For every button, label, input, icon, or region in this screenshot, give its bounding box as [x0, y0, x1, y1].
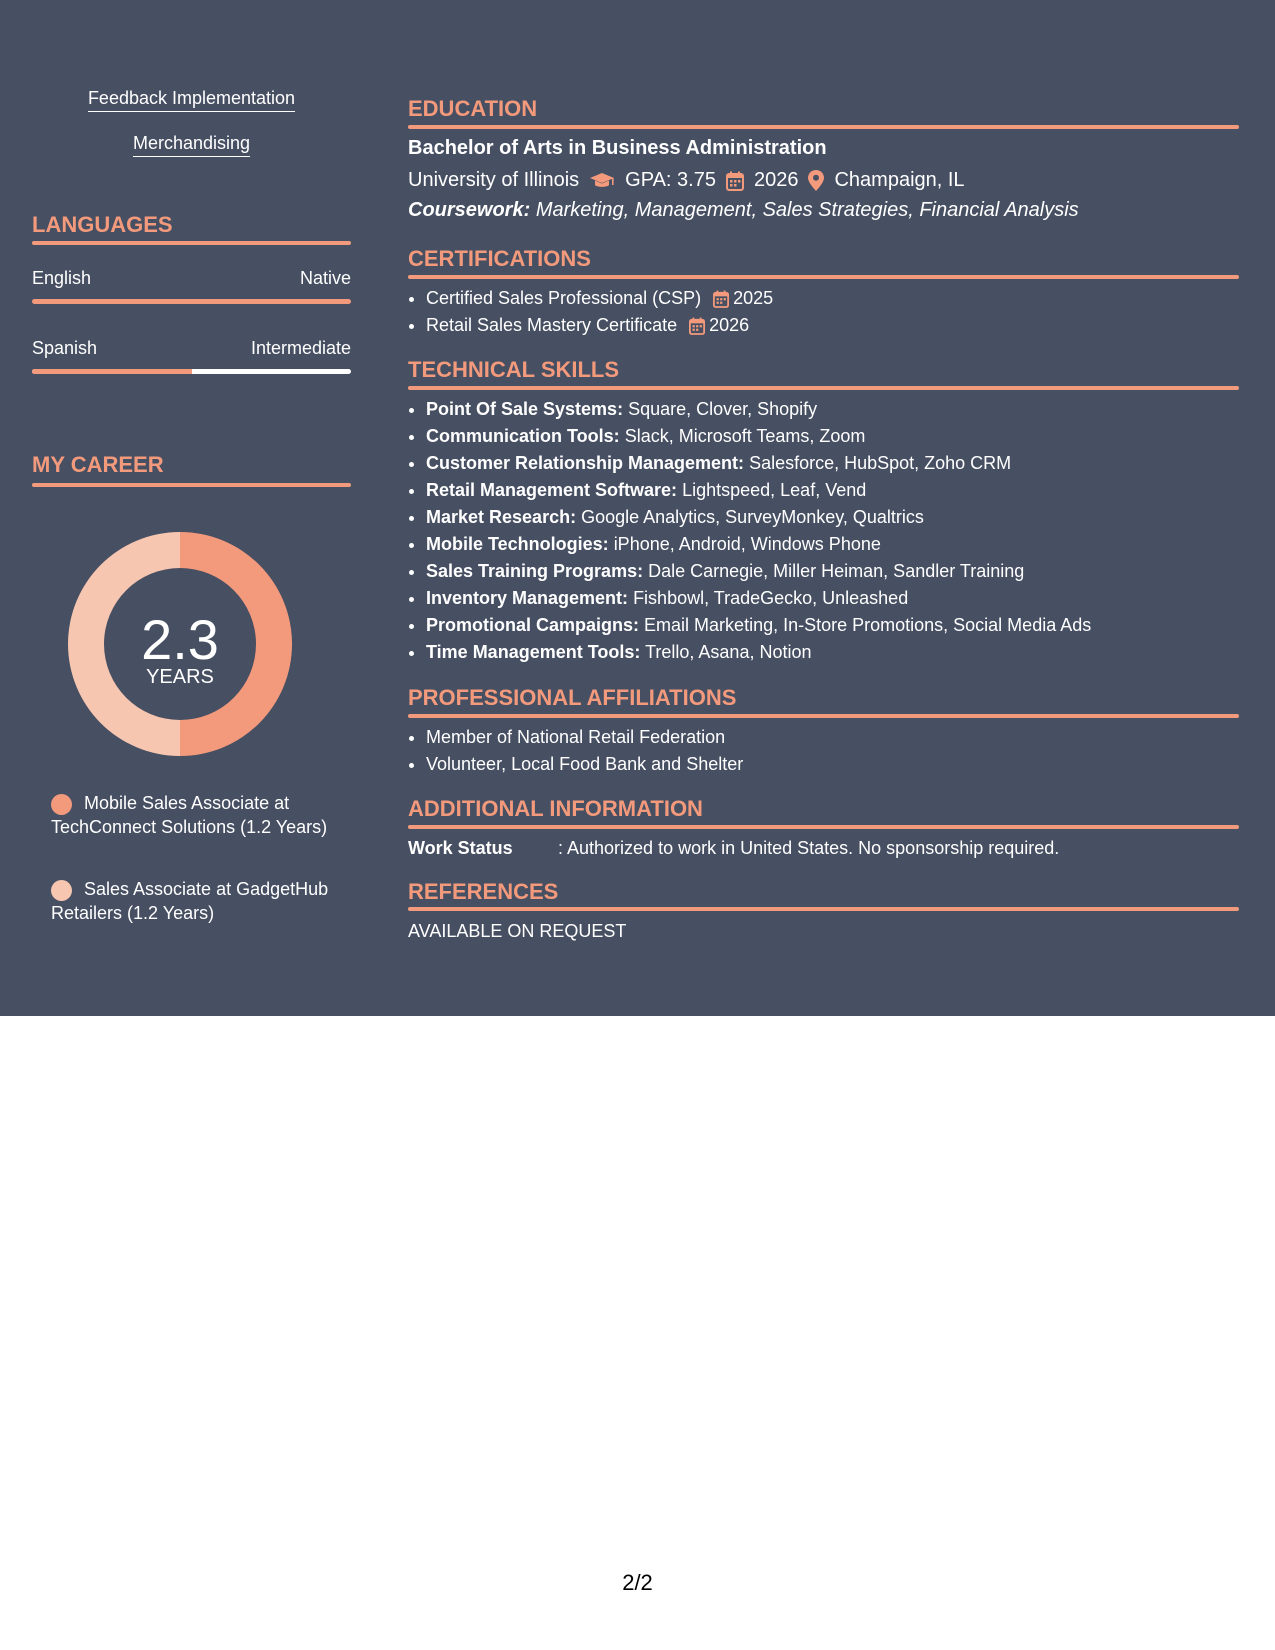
list-item [426, 612, 1239, 639]
calendar-icon [713, 290, 729, 308]
list-item [426, 285, 1239, 312]
additional-info-heading: ADDITIONAL INFORMATION [408, 796, 703, 821]
skill-values: Google Analytics, SurveyMonkey, Qualtrics [581, 507, 924, 527]
list-item [426, 531, 1239, 558]
skill-values: iPhone, Android, Windows Phone [613, 534, 881, 554]
language-bar [32, 369, 351, 374]
skill-values: Dale Carnegie, Miller Heiman, Sandler Training [648, 561, 1025, 581]
skill-category: Point Of Sale Systems: [426, 399, 624, 419]
work-status-row [408, 838, 1239, 859]
skill-category: Sales Training Programs: [426, 561, 644, 581]
career-legend-label: Mobile Sales Associate at TechConnect Solutions (1.2 Years) [51, 793, 328, 837]
references-text: AVAILABLE ON REQUEST [408, 921, 627, 941]
list-item: • Volunteer, Local Food Bank and Shelter [426, 751, 1239, 778]
career-legend-item [51, 791, 341, 839]
language-name: English [32, 268, 92, 288]
graduation-cap-icon [589, 172, 615, 190]
list-item [426, 312, 1239, 339]
section-rule [408, 825, 1239, 829]
education-details [408, 169, 965, 192]
list-item [426, 504, 1239, 531]
skill-category: Mobile Technologies: [426, 534, 609, 554]
section-rule [32, 241, 351, 245]
education-heading: EDUCATION [408, 96, 538, 121]
work-status-label: Work Status [408, 838, 513, 858]
skill-category: Communication Tools: [426, 426, 620, 446]
language-bar [32, 299, 351, 304]
skill-category: Retail Management Software: [426, 480, 678, 500]
section-rule [32, 483, 351, 487]
coursework [408, 199, 1079, 222]
career-total: 2.3 [141, 608, 219, 671]
calendar-icon [726, 171, 744, 191]
language-row [32, 338, 351, 359]
certification-name: • Retail Sales Mastery Certificate [426, 315, 678, 335]
list-item [426, 558, 1239, 585]
school-name: University of Illinois [408, 169, 580, 191]
section-rule [408, 386, 1239, 390]
affiliations-list [408, 724, 1239, 778]
skill-category: Market Research: [426, 507, 577, 527]
career-unit: YEARS [146, 666, 214, 688]
language-row [32, 268, 351, 289]
skill-tag [32, 88, 351, 112]
skill-category: Promotional Campaigns: [426, 615, 640, 635]
skill-values: Square, Clover, Shopify [628, 399, 818, 419]
page-number: 2/2 [622, 1570, 653, 1595]
skill-category: Customer Relationship Management: [426, 453, 745, 473]
school-location: Champaign, IL [834, 169, 965, 191]
list-item [426, 396, 1239, 423]
certifications-heading: CERTIFICATIONS [408, 246, 591, 271]
language-name: Spanish [32, 338, 98, 358]
section-rule [408, 125, 1239, 129]
skill-values: Email Marketing, In-Store Promotions, Social Media Ads [644, 615, 1092, 635]
language-level: Native [299, 268, 351, 288]
technical-skills-list [408, 396, 1239, 666]
certification-name: • Certified Sales Professional (CSP) [426, 288, 702, 308]
legend-dot [51, 880, 72, 901]
list-item: • Member of National Retail Federation [426, 724, 1239, 751]
skill-category: Inventory Management: [426, 588, 629, 608]
list-item [426, 450, 1239, 477]
section-rule [408, 714, 1239, 718]
calendar-icon [689, 317, 705, 335]
work-status-value: : Authorized to work in United States. No sponsorship required. [558, 838, 1060, 858]
career-heading: MY CAREER [32, 452, 164, 477]
technical-skills-heading: TECHNICAL SKILLS [408, 357, 620, 382]
certification-year: 2026 [709, 315, 750, 335]
coursework-label: Coursework: [408, 199, 531, 221]
certifications-list [408, 285, 1239, 339]
section-rule [408, 907, 1239, 911]
references-heading: REFERENCES [408, 879, 559, 904]
certification-year: 2025 [733, 288, 774, 308]
language-bar-fill [32, 299, 351, 304]
graduation-year: 2026 [753, 169, 799, 191]
skill-label: Feedback Implementation [88, 88, 295, 112]
coursework-list: Marketing, Management, Sales Strategies, Financial Analysis [535, 199, 1079, 221]
list-item [426, 639, 1239, 666]
skill-values: Slack, Microsoft Teams, Zoom [624, 426, 866, 446]
skill-values: Fishbowl, TradeGecko, Unleashed [633, 588, 909, 608]
map-pin-icon [808, 170, 824, 191]
career-legend-label: Sales Associate at GadgetHub Retailers (1.2 Years) [51, 879, 329, 923]
gpa: GPA: 3.75 [625, 169, 716, 191]
legend-dot [51, 794, 72, 815]
skill-tag [32, 133, 351, 157]
skill-label: Merchandising [133, 133, 250, 157]
skill-values: Lightspeed, Leaf, Vend [682, 480, 867, 500]
skill-category: Time Management Tools: [426, 642, 641, 662]
list-item [426, 477, 1239, 504]
section-rule [408, 275, 1239, 279]
affiliations-heading: PROFESSIONAL AFFILIATIONS [408, 685, 737, 710]
skill-values: Trello, Asana, Notion [645, 642, 812, 662]
career-donut-chart [67, 531, 293, 757]
career-legend-item [51, 877, 341, 925]
degree-title: Bachelor of Arts in Business Administration [408, 137, 827, 159]
languages-heading: LANGUAGES [32, 212, 173, 237]
language-bar-fill [32, 369, 192, 374]
skill-values: Salesforce, HubSpot, Zoho CRM [749, 453, 1012, 473]
language-level: Intermediate [250, 338, 351, 358]
list-item [426, 423, 1239, 450]
list-item [426, 585, 1239, 612]
